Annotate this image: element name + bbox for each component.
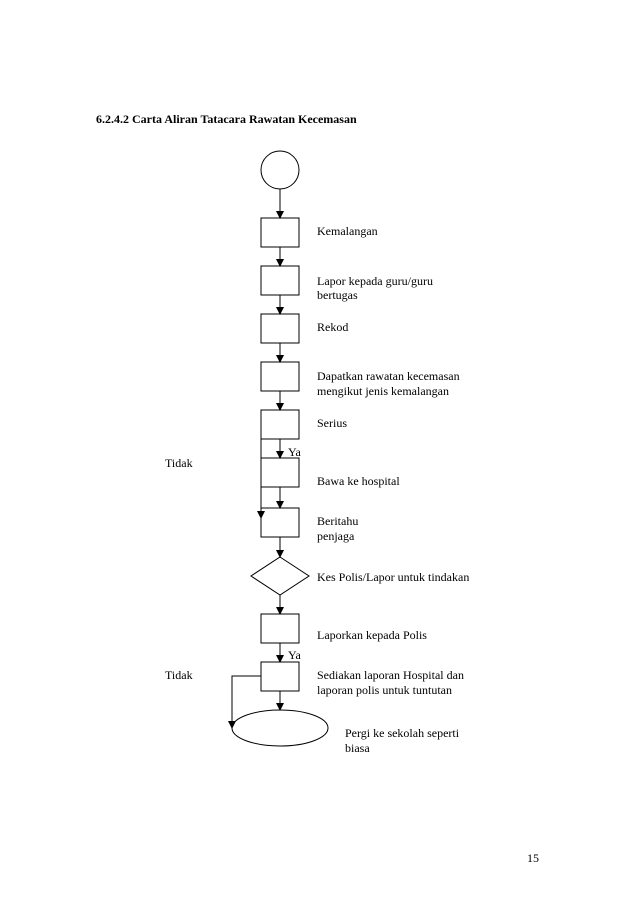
label-beritahu-2: penjaga — [317, 529, 355, 543]
box-hospital — [261, 458, 299, 487]
label-lapor-guru-2: bertugas — [317, 288, 358, 302]
box-beritahu — [261, 508, 299, 537]
label-pergi-1: Pergi ke sekolah seperti — [345, 726, 460, 740]
label-kemalangan: Kemalangan — [317, 224, 378, 238]
label-beritahu-1: Beritahu — [317, 514, 359, 528]
label-rawatan-2: mengikut jenis kemalangan — [317, 384, 449, 398]
end-node — [232, 710, 328, 746]
label-lapor-polis: Laporkan kepada Polis — [317, 628, 427, 642]
label-rawatan-1: Dapatkan rawatan kecemasan — [317, 369, 460, 383]
box-rekod — [261, 314, 299, 343]
box-laporan — [261, 662, 299, 691]
label-rekod: Rekod — [317, 320, 349, 334]
page-number: 15 — [527, 851, 539, 865]
box-kemalangan — [261, 218, 299, 247]
label-pergi-2: biasa — [345, 741, 370, 755]
box-rawatan — [261, 362, 299, 391]
page-heading: 6.2.4.2 Carta Aliran Tatacara Rawatan Kecemasan — [96, 112, 357, 126]
box-lapor-guru — [261, 266, 299, 295]
decision-kes-polis — [251, 557, 309, 595]
start-node — [261, 151, 299, 189]
label-yes-1: Ya — [288, 445, 301, 459]
label-no-2: Tidak — [165, 668, 193, 682]
label-laporan-1: Sediakan laporan Hospital dan — [317, 668, 464, 682]
label-laporan-2: laporan polis untuk tuntutan — [317, 683, 452, 697]
label-hospital: Bawa ke hospital — [317, 474, 400, 488]
label-lapor-guru-1: Lapor kepada guru/guru — [317, 274, 433, 288]
label-kes-polis: Kes Polis/Lapor untuk tindakan — [317, 570, 470, 584]
label-yes-2: Ya — [288, 648, 301, 662]
box-lapor-polis — [261, 614, 299, 643]
box-serius — [261, 410, 299, 439]
label-serius: Serius — [317, 416, 347, 430]
label-no-1: Tidak — [165, 456, 193, 470]
